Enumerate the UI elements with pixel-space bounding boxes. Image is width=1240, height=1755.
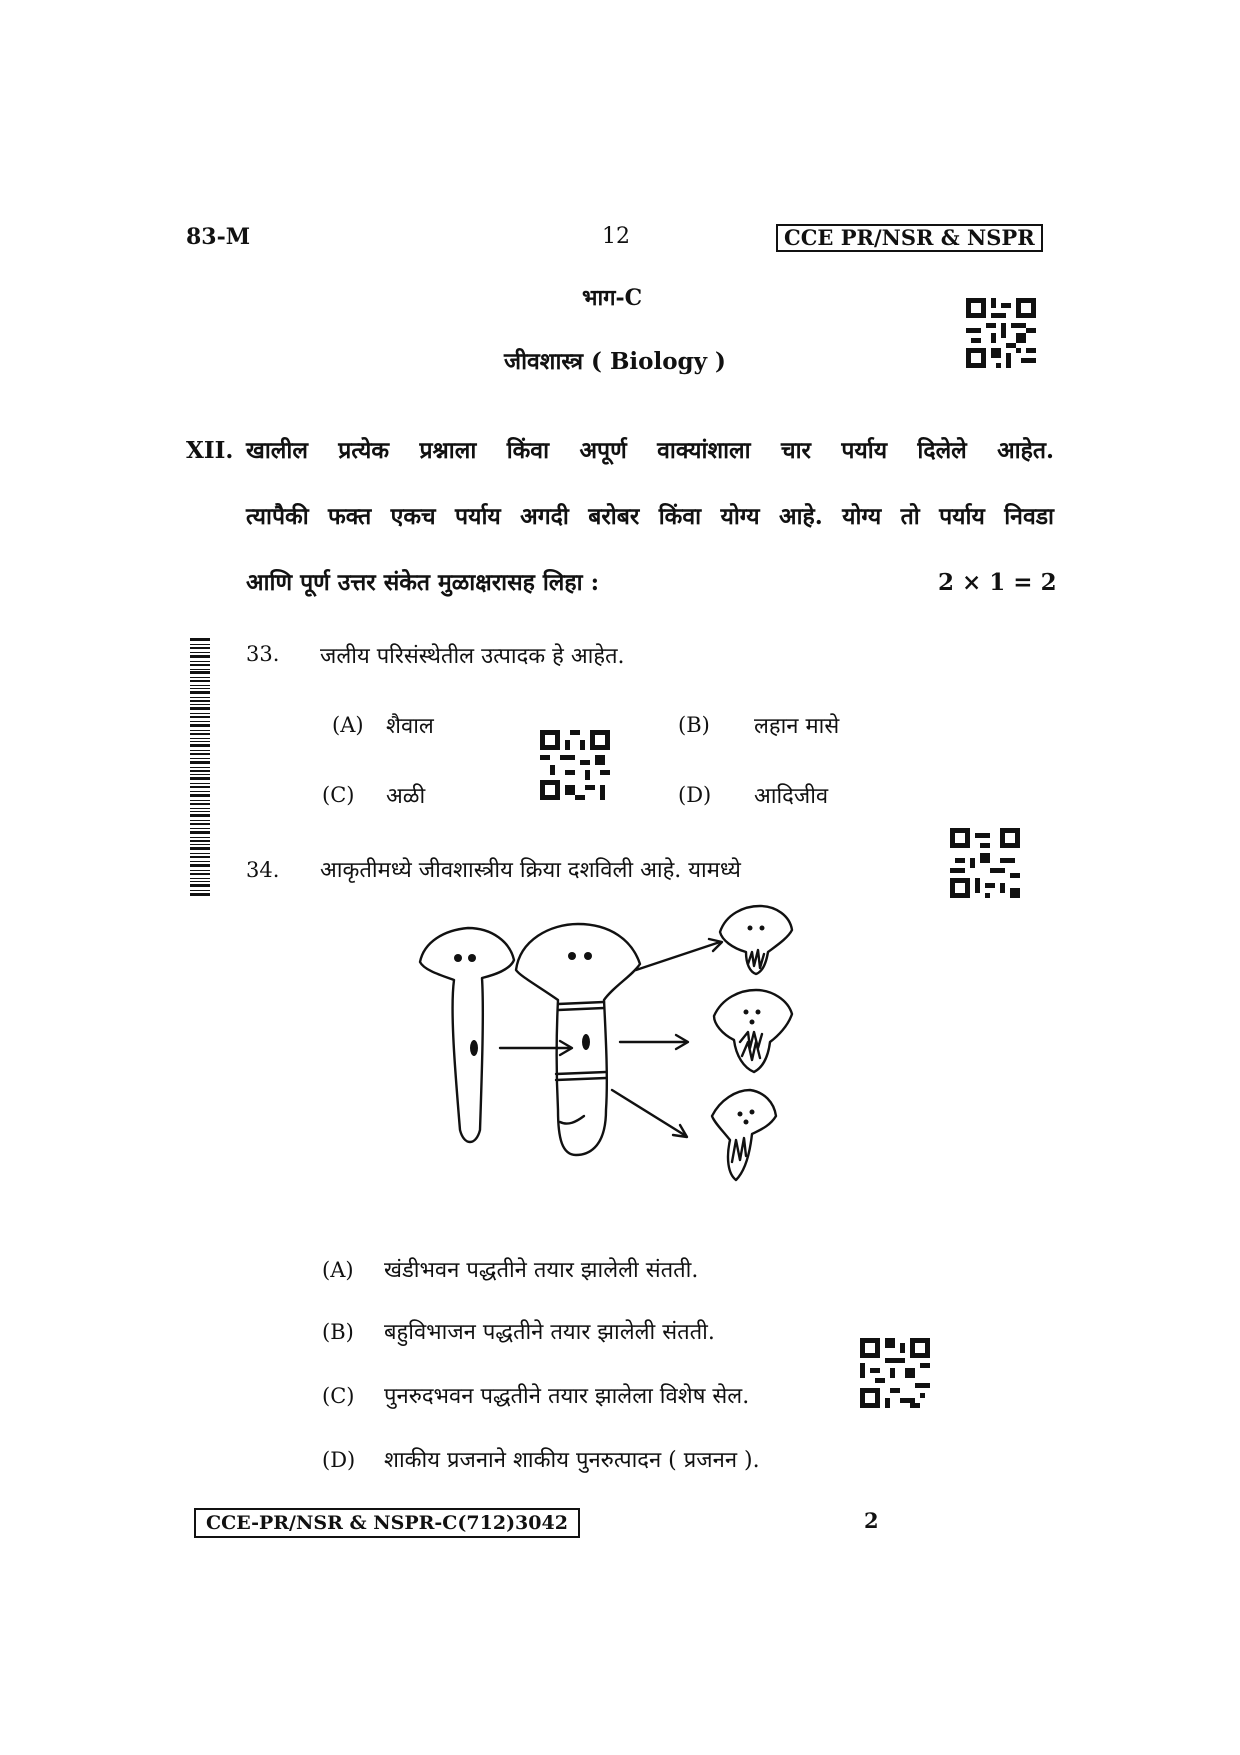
- option-text: पुनरुदभवन पद्धतीने तयार झालेला विशेष सेल.: [384, 1384, 750, 1409]
- option-label: (A): [322, 1258, 354, 1282]
- arrow: [636, 942, 720, 970]
- marks: 2 × 1 = 2: [938, 569, 1057, 596]
- option-text: लहान मासे: [754, 714, 840, 739]
- footer-code: CCE-PR/NSR & NSPR-C(712)3042: [194, 1508, 580, 1538]
- qr-code-icon: [950, 828, 1020, 898]
- question-number: 34.: [246, 858, 280, 882]
- instruction-number: XII.: [186, 437, 234, 464]
- qr-code-icon: [966, 298, 1036, 368]
- instruction-line-3: आणि पूर्ण उत्तर संकेत मुळाक्षरासह लिहा :: [246, 569, 600, 596]
- option-text: अळी: [386, 784, 426, 809]
- qr-code-icon: [540, 730, 610, 800]
- subject-title: जीवशास्त्र ( Biology ): [504, 348, 726, 375]
- instruction-line-1: खालील प्रत्येक प्रश्नाला किंवा अपूर्ण वाक्यांशाला चार पर्याय दिलेले आहेत.: [246, 437, 1054, 464]
- option-label: (B): [678, 713, 710, 737]
- question-text: जलीय परिसंस्थेतील उत्पादक हे आहेत.: [320, 644, 625, 669]
- question-number: 33.: [246, 642, 280, 666]
- part-title: भाग-C: [582, 285, 643, 311]
- option-text: खंडीभवन पद्धतीने तयार झालेली संतती.: [384, 1258, 699, 1283]
- option-label: (C): [322, 1384, 355, 1408]
- instruction-line-2: त्यापैकी फक्त एकच पर्याय अगदी बरोबर किंवा योग्य आहे. योग्य तो पर्याय निवडा: [246, 503, 1054, 530]
- planaria-small-bottom: [712, 1090, 776, 1180]
- planaria-whole: [420, 928, 514, 1142]
- barcode-icon: [190, 638, 210, 896]
- planaria-small-top: [720, 906, 792, 974]
- option-label: (A): [332, 713, 364, 737]
- qr-code-icon: [860, 1338, 930, 1408]
- option-text: शाकीय प्रजनाने शाकीय पुनरुत्पादन ( प्रजनन ).: [384, 1448, 760, 1473]
- question-text: आकृतीमध्ये जीवशास्त्रीय क्रिया दशविली आहे. यामध्ये: [320, 858, 741, 883]
- regeneration-figure: [410, 890, 890, 1220]
- option-label: (D): [322, 1448, 356, 1472]
- footer-page-number: 2: [864, 1508, 879, 1533]
- exam-code: CCE PR/NSR & NSPR: [776, 224, 1043, 252]
- option-label: (C): [322, 783, 355, 807]
- option-text: आदिजीव: [754, 784, 829, 809]
- option-label: (B): [322, 1320, 354, 1344]
- page-number: 12: [602, 224, 630, 249]
- option-text: शैवाल: [386, 714, 434, 739]
- arrow: [612, 1090, 686, 1136]
- option-text: बहुविभाजन पद्धतीने तयार झालेली संतती.: [384, 1320, 715, 1345]
- paper-code: 83-M: [186, 224, 251, 250]
- option-label: (D): [678, 783, 712, 807]
